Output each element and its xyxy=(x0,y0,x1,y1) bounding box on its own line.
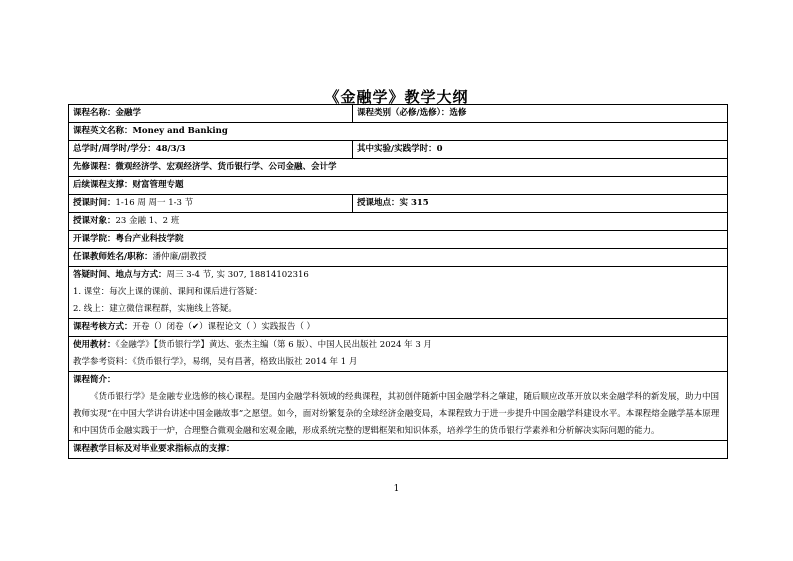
row-goals xyxy=(69,441,728,459)
place-value: 实 315 xyxy=(399,198,429,208)
qa-line-1: 1. 课堂：每次上课的课前、课间和课后进行答疑： xyxy=(73,287,263,297)
goals-label: 课程教学目标及对毕业要求指标点的支撑： xyxy=(73,444,235,454)
row-prerequisites xyxy=(69,159,728,177)
textbook-value: 《金融学》【货币银行学】黄达、张杰主编（第 6 版）、中国人民出版社 2024 年 3 月 xyxy=(115,340,432,350)
row-target xyxy=(69,213,728,231)
target-value: 23 金融 1、2 班 xyxy=(115,216,180,226)
row-followup xyxy=(69,177,728,195)
prerequisites-label: 先修课程： xyxy=(73,162,116,172)
reference-materials: 教学参考资料：《货币银行学》，易纲，吴有昌著，格致出版社 2014 年 1 月 xyxy=(73,357,358,367)
row-teacher xyxy=(69,249,728,267)
assessment-value: 开卷（）闭卷（✔）课程论文（ ）实践报告（ ） xyxy=(132,322,316,332)
teacher-label: 任课教师姓名/职称： xyxy=(73,252,153,262)
english-name-label: 课程英文名称： xyxy=(73,126,133,136)
row-textbook xyxy=(69,337,728,372)
followup-value: 财富管理专题 xyxy=(132,180,184,190)
row-qa xyxy=(69,267,728,319)
teacher-value: 潘仲廉/副教授 xyxy=(152,252,207,262)
place-label: 授课地点： xyxy=(357,198,400,208)
row-assessment xyxy=(69,319,728,337)
course-name-label: 课程名称： xyxy=(73,108,116,118)
document-title: 《金融学》教学大纲 xyxy=(324,88,469,106)
row-hours xyxy=(69,141,728,159)
target-label: 授课对象： xyxy=(73,216,116,226)
time-value: 1-16 周 周一 1-3 节 xyxy=(115,198,194,208)
textbook-label: 使用教材： xyxy=(73,340,116,350)
lab-hours-label: 其中实验/实践学时： xyxy=(357,144,437,154)
category-label: 课程类别（必修/选修）： xyxy=(357,108,450,118)
qa-line-2: 2. 线上：建立微信课程群，实施线上答疑。 xyxy=(73,304,237,314)
page-number: 1 xyxy=(393,484,400,494)
hours-label: 总学时/周学时/学分： xyxy=(73,144,156,154)
row-course-name xyxy=(69,105,728,123)
introduction-label: 课程简介： xyxy=(73,375,116,385)
row-english-name xyxy=(69,123,728,141)
syllabus-table xyxy=(68,104,728,459)
row-time-place xyxy=(69,195,728,213)
category-value: 选修 xyxy=(449,108,467,118)
followup-label: 后续课程支撑： xyxy=(73,180,133,190)
row-introduction xyxy=(69,372,728,441)
row-college xyxy=(69,231,728,249)
assessment-label: 课程考核方式： xyxy=(73,322,133,332)
introduction-text: 《货币银行学》是金融专业选修的核心课程。是国内金融学科领域的经典课程，其初创伴随新中国金融学科之肇建，随后顺应改革开放以来金融学科的新发展，助力中国教师实现“在中国大学讲台讲述中国金融故事”之愿望。如今，面对纷繁复杂的全球经济金融变局，本课程致力于进一步提升中国金融学科建设水平。本课程熔金融学基本原理和中国货币金融实践于一炉，合理整合微观金融和宏观金融，形成系统完整的逻辑框架和知识体系，培养学生的货币银行学素养和分析解决实际问题的能力。 xyxy=(73,392,720,436)
prerequisites-value: 微观经济学、宏观经济学、货币银行学、公司金融、会计学 xyxy=(115,162,337,172)
college-label: 开课学院： xyxy=(73,234,116,244)
time-label: 授课时间： xyxy=(73,198,116,208)
college-value: 粤台产业科技学院 xyxy=(115,234,184,244)
qa-label: 答疑时间、地点与方式： xyxy=(73,270,167,280)
english-name-value: Money and Banking xyxy=(132,126,228,136)
course-name-value: 金融学 xyxy=(115,108,142,118)
lab-hours-value: 0 xyxy=(436,144,443,154)
qa-value: 周三 3-4 节, 实 307, 18814102316 xyxy=(166,270,309,280)
hours-value: 48/3/3 xyxy=(155,144,186,154)
